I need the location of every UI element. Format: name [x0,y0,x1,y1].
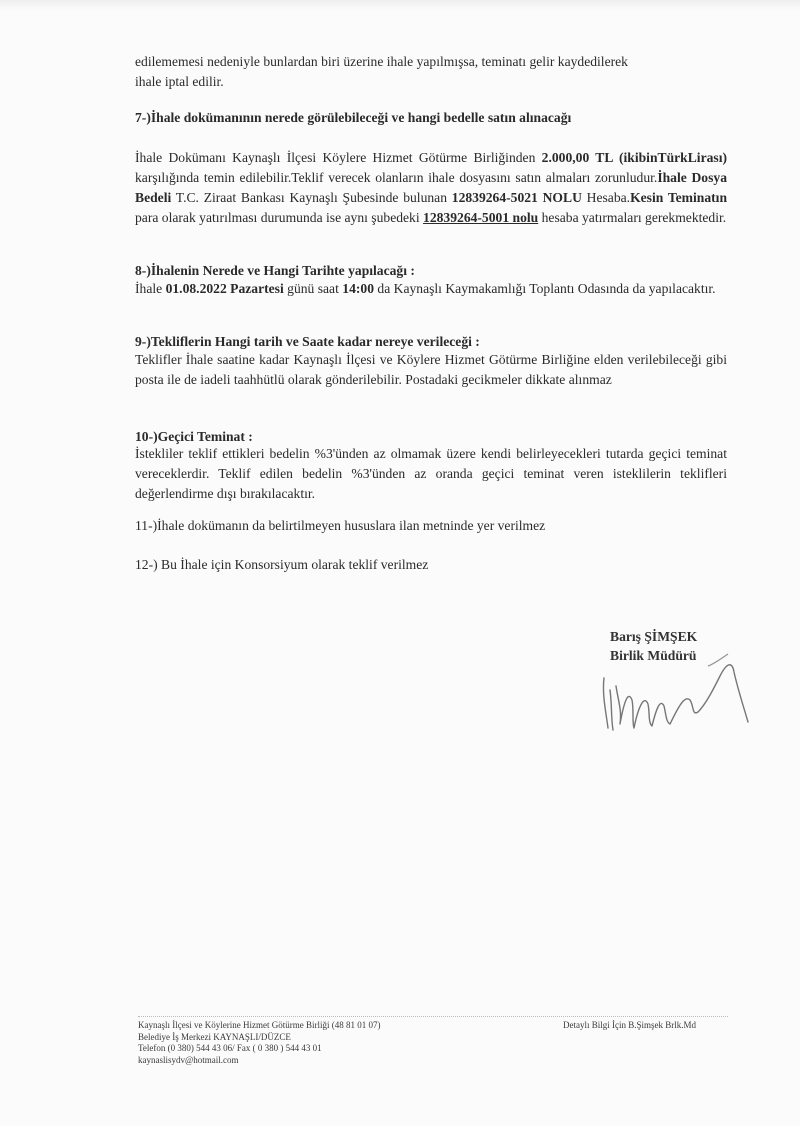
section-10-body: İstekliler teklif ettikleri bedelin %3'ünden az olmamak üzere kendi belirleyecekleri tutarda geçici teminat vereceklerdir. Teklif edilen bedelin %3'ünden az oranda geçici teminat veren isteklilerin teklifleri değerlendirme dışı bırakılacaktır. [135,446,727,501]
section-8-heading: 8-)İhalenin Nerede ve Hangi Tarihte yapılacağı : [135,263,415,278]
footer-line-3: Telefon (0 380) 544 43 06/ Fax ( 0 380 ) 544 43 01 [138,1043,322,1053]
footer-line-1: Kaynaşlı İlçesi ve Köylerine Hizmet Götürme Birliği (48 81 01 07) [138,1020,381,1030]
s7-text-2: karşılığında temin edilebilir.Teklif verecek olanların ihale dosyasını satın almaları zorunludur. [135,170,658,185]
s8-time: 14:00 [342,281,374,296]
footer-contact [138,1020,380,1066]
s7-text-6: hesaba yatırmaları gerekmektedir. [538,210,727,225]
section-8-body [135,279,727,299]
s7-account-2: 12839264-5001 nolu [423,210,539,225]
footer-divider [138,1016,728,1017]
intro-paragraph [135,52,727,92]
handwritten-signature [598,650,758,740]
section-7-body [135,148,727,228]
signatory-name: Barış ŞİMŞEK [610,629,698,644]
section-10-heading: 10-)Geçici Teminat : [135,429,253,444]
s8-text-1: İhale [135,281,166,296]
section-11-text: 11-)İhale dokümanın da belirtilmeyen hususlara ilan metninde yer verilmez [135,518,546,533]
footer-line-4: kaynaslisydv@hotmail.com [138,1054,239,1065]
section-7-heading: 7-)İhale dokümanının nerede görülebileceği ve hangi bedelle satın alınacağı [135,110,572,125]
s7-guarantee-label: Kesin Teminatın [630,190,728,205]
section-12-text: 12-) Bu İhale için Konsorsiyum olarak teklif verilmez [135,557,429,572]
s8-text-3: da Kaynaşlı Kaymakamlığı Toplantı Odasında da yapılacaktır. [374,281,716,296]
section-9-body: Teklifler İhale saatine kadar Kaynaşlı İlçesi ve Köylere Hizmet Götürme Birliğine elden verilebileceği gibi posta ile de iadeli taahhütlü olarak gönderilebilir. Postadaki gecikmeler dikkate alınmaz [135,352,727,387]
scan-top-shadow [0,0,800,10]
intro-line-2: ihale iptal edilir. [135,74,224,89]
s7-amount: 2.000,00 TL (ikibinTürkLirası) [541,150,727,165]
s8-text-2: günü saat [283,281,343,296]
intro-line-1: edilememesi nedeniyle bunlardan biri üzerine ihale yapılmışsa, teminatı gelir kaydedilerek [135,54,628,69]
signatory-title: Birlik Müdürü [610,648,697,663]
footer-info: Detaylı Bilgi İçin B.Şimşek Brlk.Md [563,1020,696,1030]
s8-date: 01.08.2022 Pazartesi [165,281,284,296]
s7-text-5: para olarak yatırılması durumunda ise aynı şubedeki [135,210,424,225]
footer-line-2: Belediye İş Merkezi KAYNAŞLI/DÜZCE [138,1031,291,1042]
s7-account-1: 12839264-5021 NOLU [451,190,582,205]
s7-fee-label: İhale Dosya Bedeli [135,170,727,205]
s7-text-3: T.C. Ziraat Bankası Kaynaşlı Şubesinde bulunan [171,190,452,205]
s7-text-1: İhale Dokümanı Kaynaşlı İlçesi Köylere Hizmet Götürme Birliğinden [135,150,542,165]
section-9-heading: 9-)Tekliflerin Hangi tarih ve Saate kadar nereye verileceği : [135,334,480,349]
s7-text-4: Hesaba. [581,190,631,205]
